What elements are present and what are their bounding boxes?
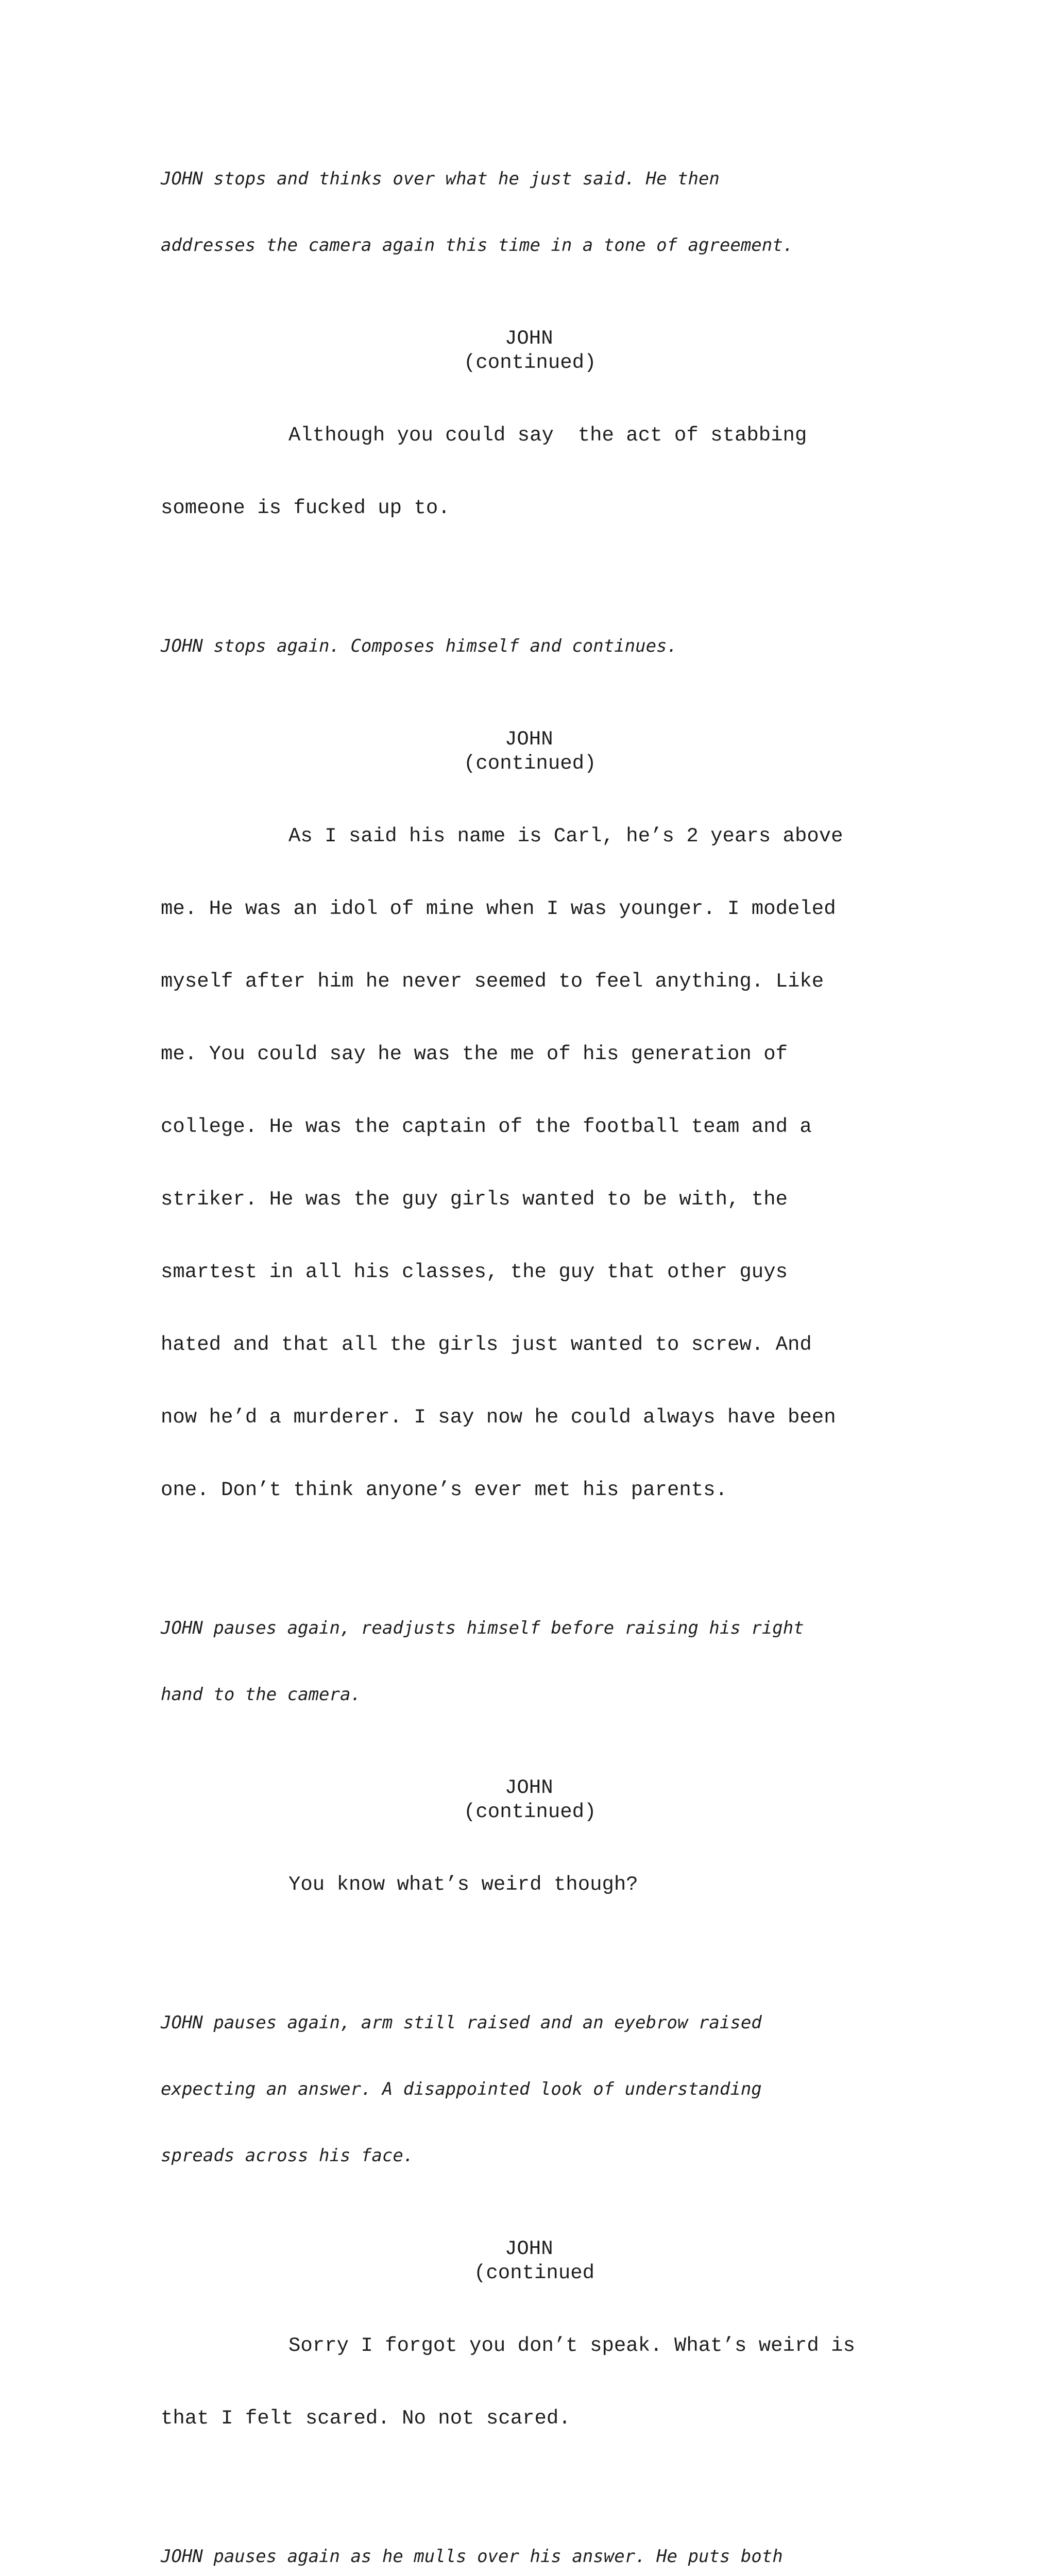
dialogue-line: Although you could say the act of stabbing [288,424,807,447]
dialogue-line: You know what’s weird though? [288,1873,638,1896]
parenthetical: (continued) [464,752,597,775]
dialogue-line: one. Don’t think anyone’s ever met his parents. [161,1479,727,1501]
dialogue-line: that I felt scared. No not scared. [161,2407,571,2430]
action-line [161,2501,918,2576]
parenthetical: (continued) [464,351,597,374]
action-text: JOHN stops and thinks over what he just said. He then [161,168,720,189]
dialogue-block [161,2237,918,2479]
dialogue-line: me. You could say he was the me of his generation of [161,1043,788,1065]
dialogue-line: Sorry I forgot you don’t speak. What’s weird is [288,2334,855,2357]
dialogue-text [161,1824,918,1945]
character-name: JOHN [505,2238,553,2260]
dialogue-text [161,2285,918,2479]
action-text: spreads across his face. [161,2145,414,2166]
action-text: JOHN pauses again, arm still raised and an eyebrow raised [161,2012,762,2033]
action-text: hand to the camera. [161,1684,361,1705]
action-text: JOHN pauses again as he mulls over his answer. He puts both [161,2546,783,2567]
action-line [161,124,918,301]
dialogue-block [161,1776,918,1945]
character-name: JOHN [505,728,553,751]
dialogue-line: As I said his name is Carl, he’s 2 years above [288,825,843,848]
action-text: JOHN pauses again, readjusts himself before raising his right [161,1618,804,1638]
dialogue-block [161,727,918,1551]
action-line [161,591,918,702]
dialogue-line: myself after him he never seemed to feel anything. Like [161,970,824,993]
dialogue-line: me. He was an idol of mine when I was younger. I modeled [161,897,836,920]
action-text: JOHN stops again. Composes himself and continues. [161,636,678,656]
character-name: JOHN [505,1776,553,1799]
dialogue-line: striker. He was the guy girls wanted to be with, the [161,1188,788,1211]
parenthetical: (continued) [464,1801,597,1823]
screenplay-body [161,124,918,2576]
action-text: expecting an answer. A disappointed look of understanding [161,2079,762,2099]
dialogue-block [161,327,918,569]
dialogue-text [161,776,918,1551]
dialogue-line: someone is fucked up to. [161,497,450,519]
dialogue-line: now he’d a murderer. I say now he could always have been [161,1406,836,1429]
dialogue-text [161,375,918,569]
action-line [161,1573,918,1750]
action-text: addresses the camera again this time in a tone of agreement. [161,235,794,256]
character-name: JOHN [505,327,553,350]
action-line [161,1968,918,2211]
dialogue-line: college. He was the captain of the football team and a [161,1115,812,1138]
parenthetical: (continued [474,2262,595,2284]
dialogue-line: smartest in all his classes, the guy that other guys [161,1261,788,1283]
dialogue-line: hated and that all the girls just wanted to screw. And [161,1333,812,1356]
